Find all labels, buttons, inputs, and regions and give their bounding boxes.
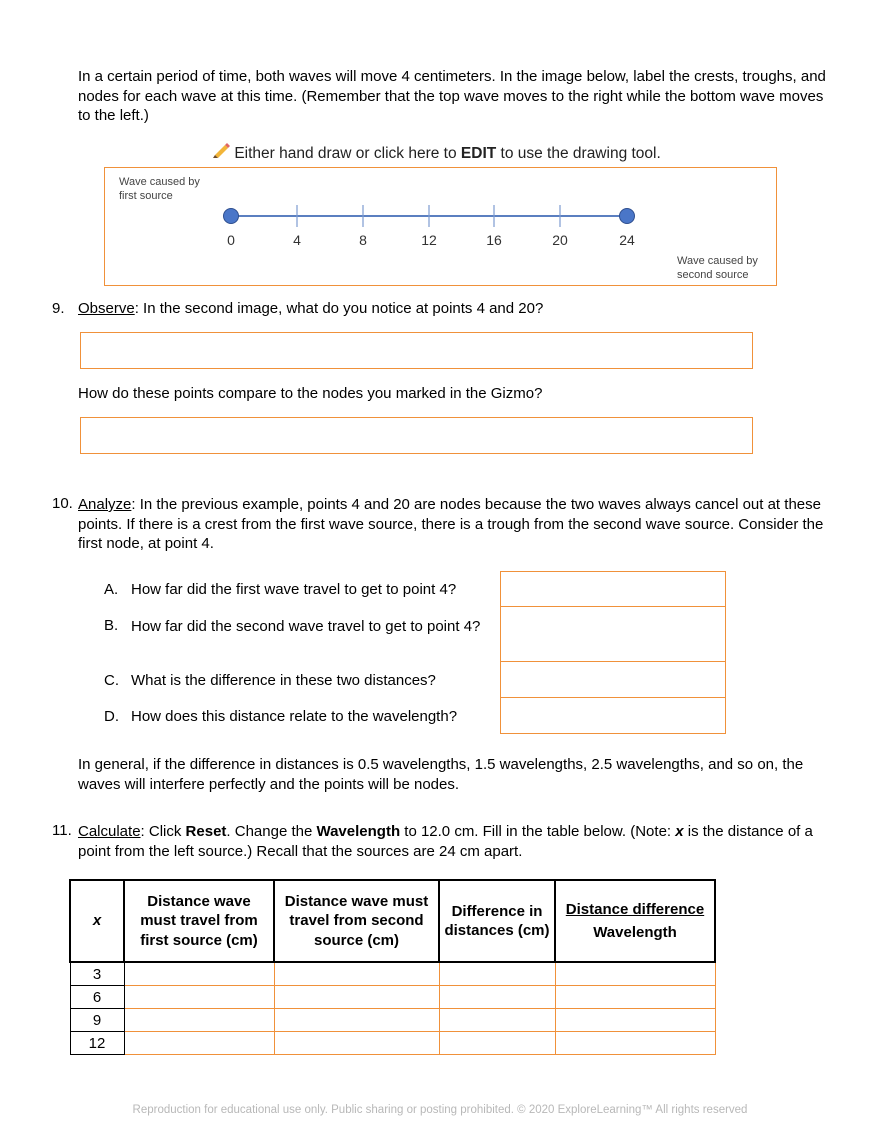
answer-box-10c[interactable] — [500, 661, 726, 699]
answer-box-9a[interactable] — [80, 332, 753, 369]
question-10-text: Analyze: In the previous example, points 4 and 20 are nodes because the two waves always cancel out at these points. If there is a crest from the first wave source, there is a trough from the second wave source. Consider the first node, at point 4. — [78, 496, 824, 552]
item-text-c: What is the difference in these two distances? — [131, 672, 436, 689]
wave-label-first: Wave caused by first source — [119, 176, 200, 202]
table-cell-input[interactable] — [274, 986, 439, 1009]
drawing-tool-suffix: to use the drawing tool. — [496, 145, 661, 162]
edit-link[interactable]: EDIT — [460, 145, 497, 162]
header-difference: Difference in distances (cm) — [439, 880, 555, 962]
tick-label: 8 — [359, 232, 367, 248]
tick-label: 0 — [227, 232, 235, 248]
item-letter: C. — [104, 672, 119, 689]
x-value: 6 — [70, 986, 124, 1009]
tick-label: 4 — [293, 232, 301, 248]
source-dot-left — [224, 209, 239, 224]
tick-label: 16 — [486, 232, 502, 248]
table-row — [70, 962, 715, 986]
item-letter: D. — [104, 708, 119, 725]
wave-figure-box[interactable] — [104, 167, 777, 286]
question-9-followup: How do these points compare to the nodes you marked in the Gizmo? — [78, 385, 543, 402]
question-10-label: Analyze — [78, 496, 132, 513]
header-ratio: Distance difference Wavelength — [555, 880, 715, 962]
item-letter: A. — [104, 581, 119, 598]
question-10-number: 10. — [52, 495, 73, 512]
table-cell-input[interactable] — [555, 986, 715, 1009]
pencil-icon — [212, 142, 230, 163]
table-cell-input[interactable] — [124, 962, 274, 986]
table-cell-input[interactable] — [274, 962, 439, 986]
answer-box-10b[interactable] — [500, 606, 726, 663]
wave-label-second: Wave caused by second source — [677, 255, 758, 281]
tick-label: 12 — [421, 232, 437, 248]
item-letter: B. — [104, 617, 119, 634]
source-dot-right — [620, 209, 635, 224]
x-value: 12 — [70, 1032, 124, 1055]
table-cell-input[interactable] — [124, 1032, 274, 1055]
drawing-tool-link[interactable] — [212, 142, 661, 163]
table-row — [70, 1009, 715, 1032]
question-11-label: Calculate — [78, 823, 141, 840]
item-text-a: How far did the first wave travel to get to point 4? — [131, 581, 457, 598]
table-row — [70, 1032, 715, 1055]
table-cell-input[interactable] — [555, 1032, 715, 1055]
item-text-d: How does this distance relate to the wavelength? — [131, 708, 458, 725]
tick-label: 20 — [552, 232, 568, 248]
table-cell-input[interactable] — [439, 962, 555, 986]
drawing-tool-prefix: Either hand draw or click here to — [234, 145, 461, 162]
question-10-general: In general, if the difference in distances is 0.5 wavelengths, 1.5 wavelengths, 2.5 wavelengths, and so on, the waves will interfere perfectly and the points will be nodes. — [78, 756, 804, 793]
x-value: 3 — [70, 962, 124, 986]
intro-paragraph: In a certain period of time, both waves will move 4 centimeters. In the image below, label the crests, troughs, and nodes for each wave at this time. (Remember that the top wave moves to the right while the bottom wave moves to the left.) — [78, 68, 826, 124]
tick-label: 24 — [619, 232, 635, 248]
table-cell-input[interactable] — [555, 1009, 715, 1032]
x-value: 9 — [70, 1009, 124, 1032]
table-cell-input[interactable] — [124, 986, 274, 1009]
header-x: x — [70, 880, 124, 962]
answer-box-10a[interactable] — [500, 571, 726, 608]
item-text-b: How far did the second wave travel to get to point 4? — [131, 618, 481, 635]
number-line — [105, 168, 775, 284]
header-first-source: Distance wave must travel from first source (cm) — [124, 880, 274, 962]
header-second-source: Distance wave must travel from second source (cm) — [274, 880, 439, 962]
question-11-text: Calculate: Click Reset. Change the Wavelength to 12.0 cm. Fill in the table below. (Note: x is the distance of a point from the left source.) Recall that the sources are 24 cm apart. — [78, 823, 813, 860]
answer-box-9b[interactable] — [80, 417, 753, 454]
answer-box-10d[interactable] — [500, 697, 726, 734]
question-11-number: 11. — [52, 822, 72, 839]
table-cell-input[interactable] — [439, 1032, 555, 1055]
table-row — [70, 986, 715, 1009]
table-cell-input[interactable] — [555, 962, 715, 986]
copyright-footer: Reproduction for educational use only. Public sharing or posting prohibited. © 2020 ExploreLearning™ All rights reserved — [132, 1104, 748, 1116]
distance-table — [69, 879, 716, 1055]
question-9-label: Observe — [78, 300, 135, 317]
table-cell-input[interactable] — [274, 1009, 439, 1032]
table-cell-input[interactable] — [439, 986, 555, 1009]
question-9-text: Observe: In the second image, what do you notice at points 4 and 20? — [78, 300, 544, 317]
question-9-number: 9. — [52, 300, 65, 317]
table-cell-input[interactable] — [274, 1032, 439, 1055]
table-cell-input[interactable] — [124, 1009, 274, 1032]
table-cell-input[interactable] — [439, 1009, 555, 1032]
